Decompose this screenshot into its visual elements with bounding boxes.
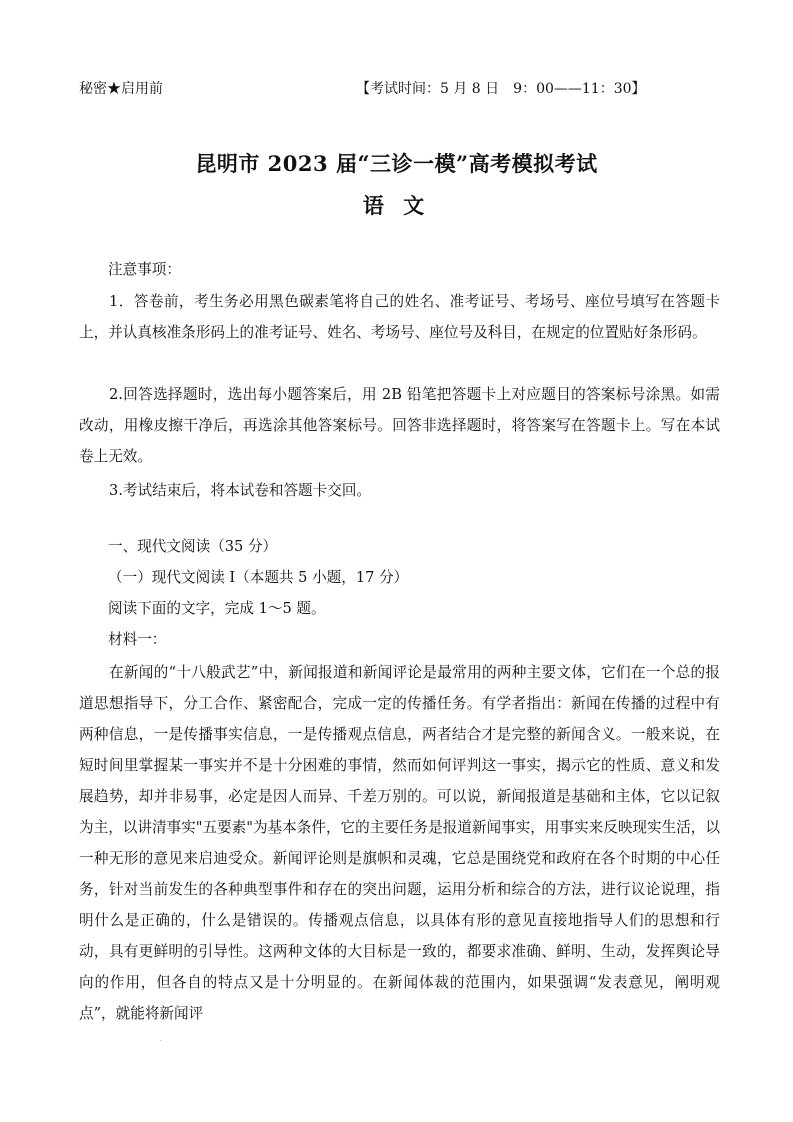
- exam-time: 【考试时间：5 月 8 日 9：00——11：30】: [356, 81, 646, 97]
- notes-heading: 注意事项：: [108, 261, 181, 278]
- material-one-text: 在新闻的“十八般武艺”中，新闻报道和新闻评论是最常用的两种主要文体，它们在一个总的报道思想指导下，分工合作、紧密配合，完成一定的传播任务。有学者指出：新闻在传播的过程中有两种信息，一是传播事实信息，一是传播观点信息，两者结合才是完整的新闻含义。一般来说，在短时间里掌握某一事实并不是十分困难的事情，然而如何评判这一事实，揭示它的性质、意义和发展趋势，却并非易事，必定是因人而异、千差万别的。可以说，新闻报道是基础和主体，它以记叙为主，以讲清事实"五要素"为基本条件，它的主要任务是报道新闻事实，用事实来反映现实生活，以一种无形的意见来启迪受众。新闻评论则是旗帜和灵魂，它总是围绕党和政府在各个时期的中心任务，针对当前发生的各种典型事件和存在的突出问题，运用分析和综合的方法，进行议论说理，指明什么是正确的，什么是错误的。传播观点信息，以具体有形的意见直接地指导人们的思想和行动，具有更鲜明的引导性。这两种文体的大目标是一致的，都要求准确、鲜明、生动，发挥舆论导向的作用，但各自的特点又是十分明显的。在新闻体裁的范围内，如果强调“发表意见，阐明观点”，就能将新闻评: [79, 664, 720, 1022]
- exam-title: 昆明市 2023 届“三诊一模”高考模拟考试: [195, 151, 598, 176]
- notes-item-3-text: 3.考试结束后，将本试卷和答题卡交回。: [109, 482, 372, 499]
- exam-subject: 语 文: [362, 193, 431, 218]
- sub-section-title: （一）现代文阅读 I（本题共 5 小题，17 分）: [108, 569, 409, 586]
- notes-item-2: [79, 379, 720, 472]
- notes-item-1: [79, 286, 720, 348]
- confidential-label: 秘密★启用前: [79, 81, 163, 97]
- footer-mark: ·: [160, 1038, 162, 1045]
- notes-item-2-text: 2.回答选择题时，选出每小题答案后，用 2B 铅笔把答题卡上对应题目的答案标号涂黑。如需改动，用橡皮擦干净后，再选涂其他答案标号。回答非选择题时，将答案写在答题卡上。写在本试卷上无效。: [79, 386, 720, 465]
- material-one: [79, 657, 720, 1029]
- material-label: 材料一：: [108, 631, 167, 648]
- notes-item-3: [79, 475, 720, 506]
- reading-instruction: 阅读下面的文字，完成 1～5 题。: [108, 600, 326, 617]
- section-title: 一、现代文阅读（35 分）: [108, 538, 278, 555]
- notes-item-1-text: 1．答卷前，考生务必用黑色碳素笔将自己的姓名、准考证号、考场号、座位号填写在答题卡上，并认真核准条形码上的准考证号、姓名、考场号、座位号及科目，在规定的位置贴好条形码。: [79, 293, 720, 341]
